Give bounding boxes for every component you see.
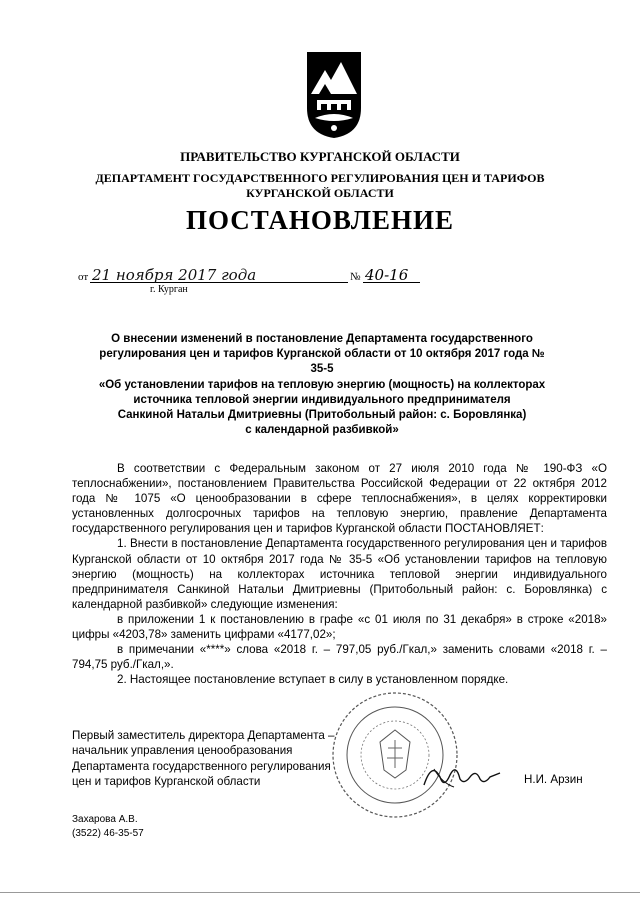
title-line: с календарной разбивкой» xyxy=(245,424,399,437)
document-city: г. Курган xyxy=(150,284,188,295)
department-name-line1: ДЕПАРТАМЕНТ ГОСУДАРСТВЕННОГО РЕГУЛИРОВАНИЯ ЦЕН И ТАРИФОВ xyxy=(95,171,545,185)
body-paragraph: 1. Внести в постановление Департамента государственного регулирования цен и тарифов Курганской области от 10 октября 2017 года № 35-5 «Об установлении тарифов на тепловую энергию (мощность) на коллекторах источника тепловой энергии индивидуального предпринимателя Санкиной Натальи Дмитриевны (Притобольный район: с. Боровлянка) с календарной разбивкой» следующие изменения: xyxy=(72,537,607,611)
body-paragraph: в примечании «****» слова «2018 г. – 797,05 руб./Гкал,» заменить словами «2018 г. – 794,75 руб./Гкал,». xyxy=(72,643,607,672)
government-name: ПРАВИТЕЛЬСТВО КУРГАНСКОЙ ОБЛАСТИ xyxy=(180,149,460,164)
title-line: регулирования цен и тарифов Курганской области от 10 октября 2017 года № 35-5 xyxy=(99,348,545,376)
position-line: Первый заместитель директора Департамента – xyxy=(72,729,335,742)
executor-info xyxy=(72,813,144,840)
title-line: источника тепловой энергии индивидуального предпринимателя xyxy=(133,393,511,406)
signatory-name: Н.И. Арзин xyxy=(524,773,583,786)
date-from-label: от xyxy=(78,271,89,283)
body-paragraph: в приложении 1 к постановлению в графе «с 01 июля по 31 декабря» в строке «2018» цифры «4203,78» заменить цифрами «4177,02»; xyxy=(72,612,607,642)
executor-phone: (3522) 46-35-57 xyxy=(72,827,144,839)
document-dateline xyxy=(78,262,409,296)
document-type-title: ПОСТАНОВЛЕНИЕ xyxy=(185,205,455,235)
handwritten-signature xyxy=(420,755,505,795)
resolution-body xyxy=(72,461,607,687)
department-name-line2: КУРГАНСКОЙ ОБЛАСТИ xyxy=(246,186,394,200)
resolution-title xyxy=(95,332,549,438)
number-label: № xyxy=(350,271,361,283)
signatory-position xyxy=(72,728,335,789)
document-date: 21 ноября 2017 года xyxy=(90,266,348,283)
position-line: цен и тарифов Курганской области xyxy=(72,774,261,788)
body-paragraph: В соответствии с Федеральным законом от 27 июля 2010 года № 190-ФЗ «О теплоснабжении», постановлением Правительства Российской Федерации от 22 октября 2012 года № 1075 «О ценообразовании в сфере теплоснабжения», в целях корректировки установленных долгосрочных тарифов на тепловую энергию, правление Департамента государственного регулирования цен и тарифов Курганской области ПОСТАНОВЛЯЕТ: xyxy=(72,462,607,536)
document-number: 40-16 xyxy=(363,266,420,283)
title-line: Санкиной Натальи Дмитриевны (Притобольный район: с. Боровлянка) xyxy=(117,409,527,422)
title-line: О внесении изменений в постановление Департамента государственного xyxy=(111,333,533,345)
kurgan-coat-of-arms-icon xyxy=(305,50,363,140)
executor-name: Захарова А.В. xyxy=(72,814,138,825)
page-edge-line xyxy=(0,892,640,893)
body-paragraph: 2. Настоящее постановление вступает в силу в установленном порядке. xyxy=(117,673,509,687)
position-line: начальник управления ценообразования xyxy=(72,744,293,758)
title-line: «Об установлении тарифов на тепловую энергию (мощность) на коллекторах xyxy=(98,378,546,391)
position-line: Департамента государственного регулирования xyxy=(72,759,331,773)
